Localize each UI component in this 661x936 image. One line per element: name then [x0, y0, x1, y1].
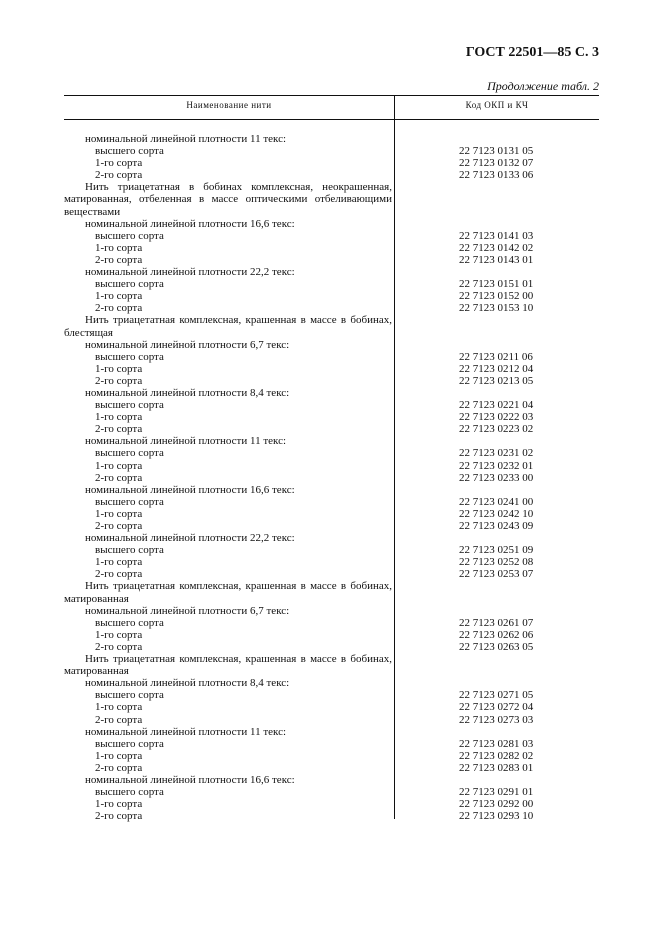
table-row — [64, 472, 599, 484]
okp-code-cell: 22 7123 0153 10 — [459, 302, 534, 315]
table-row — [64, 363, 599, 375]
okp-code-cell: 22 7123 0253 07 — [459, 568, 534, 581]
table-row — [64, 617, 599, 629]
okp-code-cell: 22 7123 0152 00 — [459, 290, 534, 303]
thread-name-cell: 2-го сорта — [95, 471, 143, 484]
table-row — [64, 689, 599, 701]
thread-name-cell: номинальной линейной плотности 8,4 текс: — [85, 677, 290, 690]
okp-code-cell: 22 7123 0213 05 — [459, 374, 534, 387]
thread-name-cell: высшего сорта — [95, 229, 164, 242]
table-row — [64, 242, 599, 254]
table — [64, 95, 599, 823]
thread-name-cell: 2-го сорта — [95, 810, 143, 823]
thread-name-cell: высшего сорта — [95, 616, 164, 629]
thread-name-cell: 2-го сорта — [95, 423, 143, 436]
thread-name-cell: 1-го сорта — [95, 411, 143, 424]
thread-name-cell: высшего сорта — [95, 689, 164, 702]
thread-name-cell: 2-го сорта — [95, 520, 143, 532]
thread-name-cell: номинальной линейной плотности 11 текс: — [85, 435, 287, 448]
table-continuation-label: Продолжение табл. 2 — [487, 79, 599, 93]
okp-code-cell: 22 7123 0142 02 — [459, 241, 534, 254]
table-row — [64, 556, 599, 568]
thread-name-cell: 2-го сорта — [95, 302, 143, 315]
okp-code-cell: 22 7123 0232 01 — [459, 459, 534, 472]
thread-name-cell: Нить триацетатная комплексная, крашенная в массе в бобинах, матированная — [64, 653, 392, 678]
table-row — [64, 145, 599, 157]
okp-code-cell: 22 7123 0222 03 — [459, 411, 534, 424]
table-row — [64, 157, 599, 169]
okp-code-cell: 22 7123 0292 00 — [459, 798, 534, 811]
page-header: ГОСТ 22501—85 С. 3 — [465, 45, 599, 60]
okp-code-cell: 22 7123 0252 08 — [459, 556, 534, 569]
okp-code-cell: 22 7123 0262 06 — [459, 628, 534, 641]
table-row — [64, 762, 599, 774]
okp-code-cell: 22 7123 0143 01 — [459, 253, 534, 266]
thread-name-cell: 1-го сорта — [95, 749, 143, 762]
okp-code-cell: 22 7123 0223 02 — [459, 423, 534, 436]
thread-name-cell: 1-го сорта — [95, 628, 143, 641]
table-row — [64, 302, 599, 314]
okp-code-cell: 22 7123 0151 01 — [459, 278, 534, 291]
table-row — [64, 351, 599, 363]
table-body — [64, 133, 599, 822]
table-row — [64, 701, 599, 713]
thread-name-cell: высшего сорта — [95, 447, 164, 460]
okp-code-cell: 22 7123 0211 06 — [459, 350, 533, 363]
thread-name-cell: 2-го сорта — [95, 374, 143, 387]
thread-name-cell: Нить триацетатная в бобинах комплексная, неокрашенная, матированная, отбеленная в массе оптическими отбеливающими веществами — [64, 181, 392, 218]
thread-name-cell: 1-го сорта — [95, 157, 143, 170]
table-row — [64, 544, 599, 556]
table-row — [64, 290, 599, 302]
table-row — [64, 750, 599, 762]
thread-name-cell: Нить триацетатная комплексная, крашенная в массе в бобинах, матированная — [64, 580, 392, 605]
table-row — [64, 399, 599, 411]
thread-name-cell: 2-го сорта — [95, 253, 143, 266]
thread-name-cell: 1-го сорта — [95, 798, 143, 811]
okp-code-cell: 22 7123 0131 05 — [459, 145, 534, 158]
thread-name-cell: номинальной линейной плотности 22,2 текс: — [85, 266, 295, 279]
table-row — [64, 580, 599, 604]
column-header-name: Наименование нити — [186, 100, 272, 110]
okp-code-cell: 22 7123 0271 05 — [459, 689, 534, 702]
table-row — [64, 181, 599, 217]
okp-code-cell: 22 7123 0233 00 — [459, 471, 534, 484]
table-row — [64, 423, 599, 435]
table-row — [64, 278, 599, 290]
okp-code-cell: 22 7123 0241 00 — [459, 495, 534, 508]
okp-code-cell: 22 7123 0273 03 — [459, 713, 534, 726]
okp-code-cell: 22 7123 0132 07 — [459, 157, 534, 170]
okp-code-cell: 22 7123 0291 01 — [459, 786, 534, 799]
table-row — [64, 798, 599, 810]
table-row — [64, 810, 599, 822]
table-row — [64, 496, 599, 508]
table-row — [64, 508, 599, 520]
table-row — [64, 230, 599, 242]
okp-code-cell: 22 7123 0133 06 — [459, 169, 534, 182]
thread-name-cell: 1-го сорта — [95, 459, 143, 472]
thread-name-cell: высшего сорта — [95, 278, 164, 291]
thread-name-cell: 2-го сорта — [95, 761, 143, 774]
table-row — [64, 677, 599, 689]
thread-name-cell: высшего сорта — [95, 495, 164, 508]
thread-name-cell: высшего сорта — [95, 786, 164, 799]
okp-code-cell: 22 7123 0283 01 — [459, 761, 534, 774]
okp-code-cell: 22 7123 0212 04 — [459, 362, 534, 375]
table-row — [64, 314, 599, 338]
okp-code-cell: 22 7123 0293 10 — [459, 810, 534, 823]
okp-code-cell: 22 7123 0141 03 — [459, 229, 534, 242]
thread-name-cell: 2-го сорта — [95, 640, 143, 653]
thread-name-cell: 1-го сорта — [95, 556, 143, 569]
thread-name-cell: 2-го сорта — [95, 568, 143, 581]
table-row — [64, 435, 599, 447]
okp-code-cell: 22 7123 0242 10 — [459, 507, 534, 520]
okp-code-cell: 22 7123 0221 04 — [459, 399, 534, 412]
column-header-code: Код ОКП и КЧ — [465, 100, 529, 110]
thread-name-cell: 2-го сорта — [95, 169, 143, 182]
table-row — [64, 387, 599, 399]
okp-code-cell: 22 7123 0251 09 — [459, 544, 534, 557]
table-row — [64, 411, 599, 423]
table-row — [64, 218, 599, 230]
thread-name-cell: 1-го сорта — [95, 290, 143, 303]
okp-code-cell: 22 7123 0281 03 — [459, 737, 534, 750]
table-row — [64, 786, 599, 798]
thread-name-cell: высшего сорта — [95, 350, 164, 363]
table-row — [64, 339, 599, 351]
table-row — [64, 375, 599, 387]
thread-name-cell: номинальной линейной плотности 8,4 текс: — [85, 386, 290, 399]
thread-name-cell: номинальной линейной плотности 22,2 текс: — [85, 532, 295, 545]
table-row — [64, 629, 599, 641]
thread-name-cell: 1-го сорта — [95, 362, 143, 375]
okp-code-cell: 22 7123 0243 09 — [459, 520, 534, 532]
thread-name-cell: номинальной линейной плотности 16,6 текс: — [85, 483, 295, 496]
thread-name-cell: номинальной линейной плотности 16,6 текс: — [85, 217, 295, 230]
table-row — [64, 714, 599, 726]
okp-code-cell: 22 7123 0263 05 — [459, 640, 534, 653]
thread-name-cell: 1-го сорта — [95, 701, 143, 714]
thread-name-cell: высшего сорта — [95, 544, 164, 557]
thread-name-cell: Нить триацетатная комплексная, крашенная в массе в бобинах, блестящая — [64, 314, 392, 339]
table-row — [64, 653, 599, 677]
table-row — [64, 484, 599, 496]
thread-name-cell: 1-го сорта — [95, 507, 143, 520]
thread-name-cell: номинальной линейной плотности 6,7 текс: — [85, 604, 290, 617]
table-top-rule — [64, 95, 599, 96]
table-row — [64, 605, 599, 617]
header-rule — [64, 119, 599, 120]
thread-name-cell: 1-го сорта — [95, 241, 143, 254]
thread-name-cell: номинальной линейной плотности 11 текс: — [85, 133, 287, 145]
thread-name-cell: высшего сорта — [95, 399, 164, 412]
table-row — [64, 738, 599, 750]
table-row — [64, 520, 599, 532]
table-row — [64, 254, 599, 266]
thread-name-cell: номинальной линейной плотности 11 текс: — [85, 725, 287, 738]
table-row — [64, 641, 599, 653]
table-row — [64, 568, 599, 580]
table-row — [64, 460, 599, 472]
thread-name-cell: номинальной линейной плотности 16,6 текс: — [85, 773, 295, 786]
table-row — [64, 169, 599, 181]
okp-code-cell: 22 7123 0231 02 — [459, 447, 534, 460]
okp-code-cell: 22 7123 0272 04 — [459, 701, 534, 714]
thread-name-cell: высшего сорта — [95, 145, 164, 158]
table-row — [64, 774, 599, 786]
thread-name-cell: 2-го сорта — [95, 713, 143, 726]
table-row — [64, 726, 599, 738]
okp-code-cell: 22 7123 0282 02 — [459, 749, 534, 762]
okp-code-cell: 22 7123 0261 07 — [459, 616, 534, 629]
thread-name-cell: номинальной линейной плотности 6,7 текс: — [85, 338, 290, 351]
table-row — [64, 532, 599, 544]
table-row — [64, 266, 599, 278]
thread-name-cell: высшего сорта — [95, 737, 164, 750]
table-row — [64, 447, 599, 459]
table-row — [64, 133, 599, 145]
